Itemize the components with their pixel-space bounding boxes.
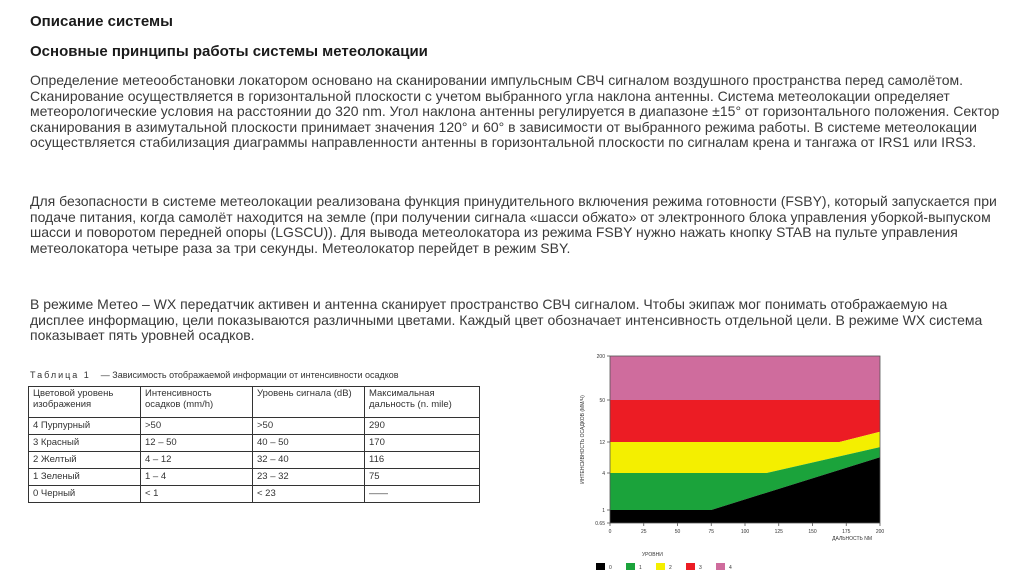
x-tick-label: 150 xyxy=(808,529,817,535)
cell-range: 290 xyxy=(365,418,480,435)
y-tick-label: 4 xyxy=(602,471,605,477)
y-tick-label: 50 xyxy=(599,398,605,404)
header-signal-level: Уровень сигнала (dB) xyxy=(253,387,365,418)
y-tick-label: 200 xyxy=(596,354,605,360)
legend-swatch xyxy=(626,563,635,570)
precipitation-chart xyxy=(560,348,890,572)
table-row xyxy=(29,418,480,435)
legend-title: УРОВНИ xyxy=(642,552,663,558)
legend-swatch xyxy=(596,563,605,570)
table-caption-text: — Зависимость отображаемой информации от интенсивности осадков xyxy=(100,370,399,380)
x-tick-label: 50 xyxy=(674,529,681,535)
table-caption-label: Таблица 1 xyxy=(30,370,91,380)
legend-label: 1 xyxy=(639,565,642,571)
cell-signal: 32 – 40 xyxy=(253,452,365,469)
table-row xyxy=(29,452,480,469)
level-4-region xyxy=(610,356,880,400)
header-color-level: Цветовой уровень изображения xyxy=(29,387,141,418)
cell-signal: < 23 xyxy=(253,486,365,503)
legend-label: 3 xyxy=(699,565,702,571)
legend-label: 0 xyxy=(609,565,612,571)
table-row xyxy=(29,469,480,486)
cell-intensity: >50 xyxy=(141,418,253,435)
page-title: Описание системы xyxy=(30,13,173,30)
paragraph-scanning: Определение метеообстановки локатором основано на сканировании импульсным СВЧ сигналом воздушного пространства перед самолётом. Сканирование осуществляется в горизонтальной плоскости с учетом выбранного угла наклона антенны. Система метеолокации определяет метеорологические условия на расстоянии до 320 nm. Угол наклона антенны регулируется в диапазоне ±15° от горизонтального положения. Сектор сканирования в азимутальной плоскости принимает значения 120° и 60° в зависимости от выбранного режима работы. В системе метеолокации осуществляется стабилизация диаграммы направленности антенны в горизонтальной плоскости по сигналам крена и тангажа от IRS1 или IRS3. xyxy=(30,72,1000,151)
paragraph-fsby: Для безопасности в системе метеолокации реализована функция принудительного включения режима готовности (FSBY), который запускается при подаче питания, когда самолёт находится на земле (при получении сигнала «шасси обжато» от электронного блока управления уборкой-выпуском шасси и поворотом передней опоры (LGSCU)). Для вывода метеолокатора из режима FSBY нужно нажать кнопку STAB на пульте управления метеолокатора четыре раза за три секунды. Метеолокатор перейдет в режим SBY. xyxy=(30,193,997,256)
cell-intensity: < 1 xyxy=(141,486,253,503)
cell-level: 0 Черный xyxy=(29,486,141,503)
x-tick-label: 175 xyxy=(842,529,851,535)
legend-swatch xyxy=(686,563,695,570)
y-tick-label: 12 xyxy=(599,440,605,446)
cell-range: —— xyxy=(365,486,480,503)
cell-intensity: 1 – 4 xyxy=(141,469,253,486)
header-intensity: Интенсивность осадков (mm/h) xyxy=(141,387,253,418)
x-tick-label: 125 xyxy=(774,529,783,535)
legend-label: 4 xyxy=(729,565,732,571)
x-tick-label: 25 xyxy=(640,529,647,535)
table-header-row xyxy=(29,387,480,418)
cell-intensity: 4 – 12 xyxy=(141,452,253,469)
header-max-range: Максимальная дальность (n. mile) xyxy=(365,387,480,418)
section-title: Основные принципы работы системы метеолокации xyxy=(30,43,428,60)
cell-signal: 23 – 32 xyxy=(253,469,365,486)
y-axis-label: ИНТЕНСИВНОСТЬ ОСАДКОВ (ММ/Ч) xyxy=(580,395,586,484)
cell-level: 2 Желтый xyxy=(29,452,141,469)
x-tick-label: 75 xyxy=(708,529,715,535)
x-axis-label: ДАЛЬНОСТЬ NM xyxy=(832,536,872,542)
cell-level: 3 Красный xyxy=(29,435,141,452)
paragraph-wx-mode: В режиме Метео – WX передатчик активен и антенна сканирует пространство СВЧ сигналом. Чтобы экипаж мог понимать отображаемую на дисплее информацию, цели показываются различными цветами. Каждый цвет обозначает интенсивность отдельной цели. В режиме WX система показывает пять уровней осадков. xyxy=(30,296,983,344)
legend-swatch xyxy=(656,563,665,570)
cell-signal: >50 xyxy=(253,418,365,435)
x-tick-label: 200 xyxy=(875,529,885,535)
table-row xyxy=(29,435,480,452)
level-3-region xyxy=(610,400,880,442)
y-tick-label: 0.65 xyxy=(595,521,605,527)
x-tick-label: 0 xyxy=(608,529,612,535)
cell-level: 4 Пурпурный xyxy=(29,418,141,435)
x-tick-label: 100 xyxy=(740,529,750,535)
table-row xyxy=(29,486,480,503)
cell-signal: 40 – 50 xyxy=(253,435,365,452)
cell-range: 75 xyxy=(365,469,480,486)
legend-label: 2 xyxy=(669,565,672,571)
table-caption xyxy=(30,370,399,380)
cell-range: 170 xyxy=(365,435,480,452)
legend-swatch xyxy=(716,563,725,570)
cell-range: 116 xyxy=(365,452,480,469)
cell-intensity: 12 – 50 xyxy=(141,435,253,452)
y-tick-label: 1 xyxy=(602,508,605,514)
intensity-table xyxy=(28,386,480,503)
cell-level: 1 Зеленый xyxy=(29,469,141,486)
